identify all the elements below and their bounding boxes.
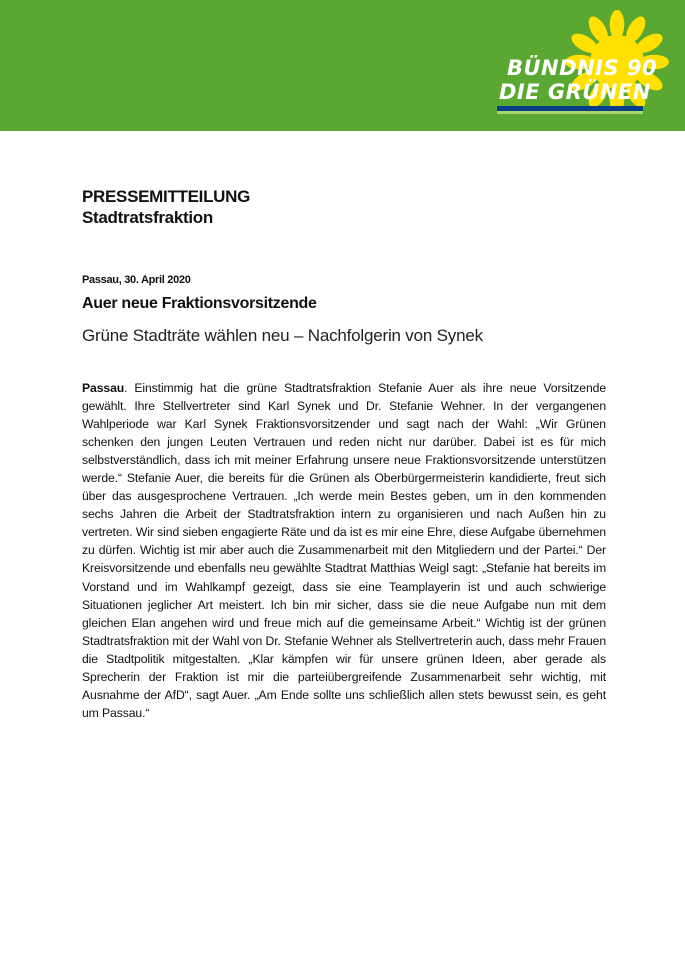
dateline: Passau, 30. April 2020: [82, 274, 191, 286]
body-lead: Passau: [82, 381, 125, 395]
article-headline: Auer neue Fraktionsvorsitzende: [82, 295, 317, 312]
article-body: [82, 379, 606, 722]
body-text: . Einstimmig hat die grüne Stadtratsfraktion Stefanie Auer als ihre neue Vorsitzende gewählt. Ihre Stellvertreter sind Karl Synek und Dr. Stefanie Wehner. In der vergangenen Wahlperiode war Karl Synek Fraktionsvorsitzender und sagt nach der Wahl: „Wir Grünen schenken den jungen Leuten Vertrauen und reden nicht nur darüber. Dabei ist es für mich selbstverständlich, dass ich mit meiner Erfahrung unsere neue Fraktionsvorsitzende unterstützen werde.“ Stefanie Auer, die bereits für die Grünen als Oberbürgermeisterin kandidierte, freut sich über das ausgesprochene Vertrauen. „Ich werde mein Bestes geben, um in den kommenden sechs Jahren die Arbeit der Stadtratsfraktion intern zu organisieren und nach Außen hin zu vertreten. Wir sind sieben engagierte Räte und da ist es mir eine Ehre, diese Aufgabe übernehmen zu dürfen. Wichtig ist mir aber auch die Zusammenarbeit mit den Mitgliedern und der Partei.“ Der Kreisvorsitzende und ebenfalls neu gewählte Stadtrat Matthias Weigl sagt: „Stefanie hat bereits im Vorstand und im Wahlkampf gezeigt, dass sie eine Teamplayerin ist und auch schwierige Situationen jeglicher Art meistert. Ich bin mir sicher, dass sie die neue Aufgabe nun mit dem gleichen Elan angehen wird und freue mich auf die gemeinsame Arbeit.“ Wichtig ist der grünen Stadtratsfraktion mit der Wahl von Dr. Stefanie Wehner als Stellvertreterin auch, dass mehr Frauen die Stadtpolitik mitgestalten. „Klar kämpfen wir für unsere grünen Ideen, aber gerade als Sprecherin der Fraktion ist mir die parteiübergreifende Zusammenarbeit sehr wichtig, mit Ausnahme der AfD“, sagt Auer. „Am Ende sollte uns schließlich allen stets bewusst sein, es geht um Passau.“: [82, 381, 606, 720]
logo-line-2: DIE GRÜNEN: [499, 80, 651, 104]
header-banner: [0, 0, 685, 131]
document-title: PRESSEMITTEILUNG: [82, 187, 251, 206]
article-subheadline: Grüne Stadträte wählen neu – Nachfolgerin von Synek: [82, 326, 483, 345]
document-subtitle: Stadtratsfraktion: [82, 208, 213, 227]
logo-underline-light: [497, 111, 643, 114]
party-logo: [463, 14, 663, 119]
logo-line-1: BÜNDNIS 90: [507, 56, 658, 80]
